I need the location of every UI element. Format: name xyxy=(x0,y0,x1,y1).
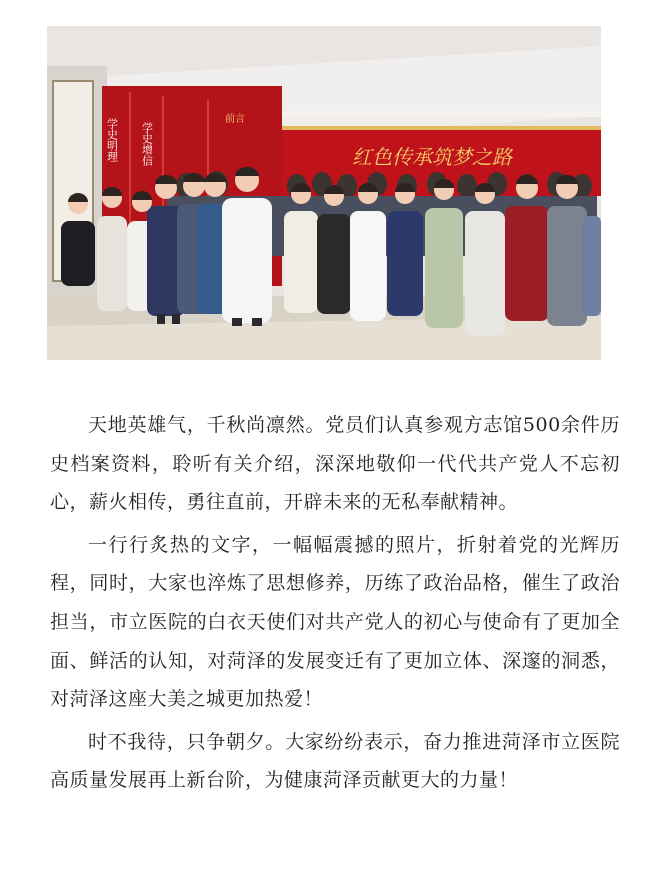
article-paragraph: 一行行炙热的文字，一幅幅震撼的照片，折射着党的光辉历程，同时，大家也淬炼了思想修养，历练了政治品格，催生了政治担当，市立医院的白衣天使们对共产党人的初心与使命有了更加全面、鲜活的认知，对菏泽的发展变迁有了更加立体、深邃的洞悉，对菏泽这座大美之城更加热爱！ xyxy=(50,533,620,711)
article-paragraph: 天地英雄气，千秋尚凛然。党员们认真参观方志馆500余件历史档案资料，聆听有关介绍，深深地敬仰一代代共产党人不忘初心，薪火相传，勇往直前，开辟未来的无私奉献精神。 xyxy=(50,414,620,514)
article-paragraph: 时不我待，只争朝夕。大家纷纷表示，奋力推进菏泽市立医院高质量发展再上新台阶，为健康菏泽贡献更大的力量！ xyxy=(50,730,620,792)
panel-text-1: 学史明理 xyxy=(105,118,119,162)
panel-text-2: 学史增信 xyxy=(140,122,154,166)
banner-text: 红色传承筑梦之路 xyxy=(352,145,512,169)
group-photo-scene xyxy=(47,26,601,360)
group-photo xyxy=(47,26,601,360)
article-body xyxy=(50,406,620,804)
panel-text-3: 前言 xyxy=(225,114,245,125)
